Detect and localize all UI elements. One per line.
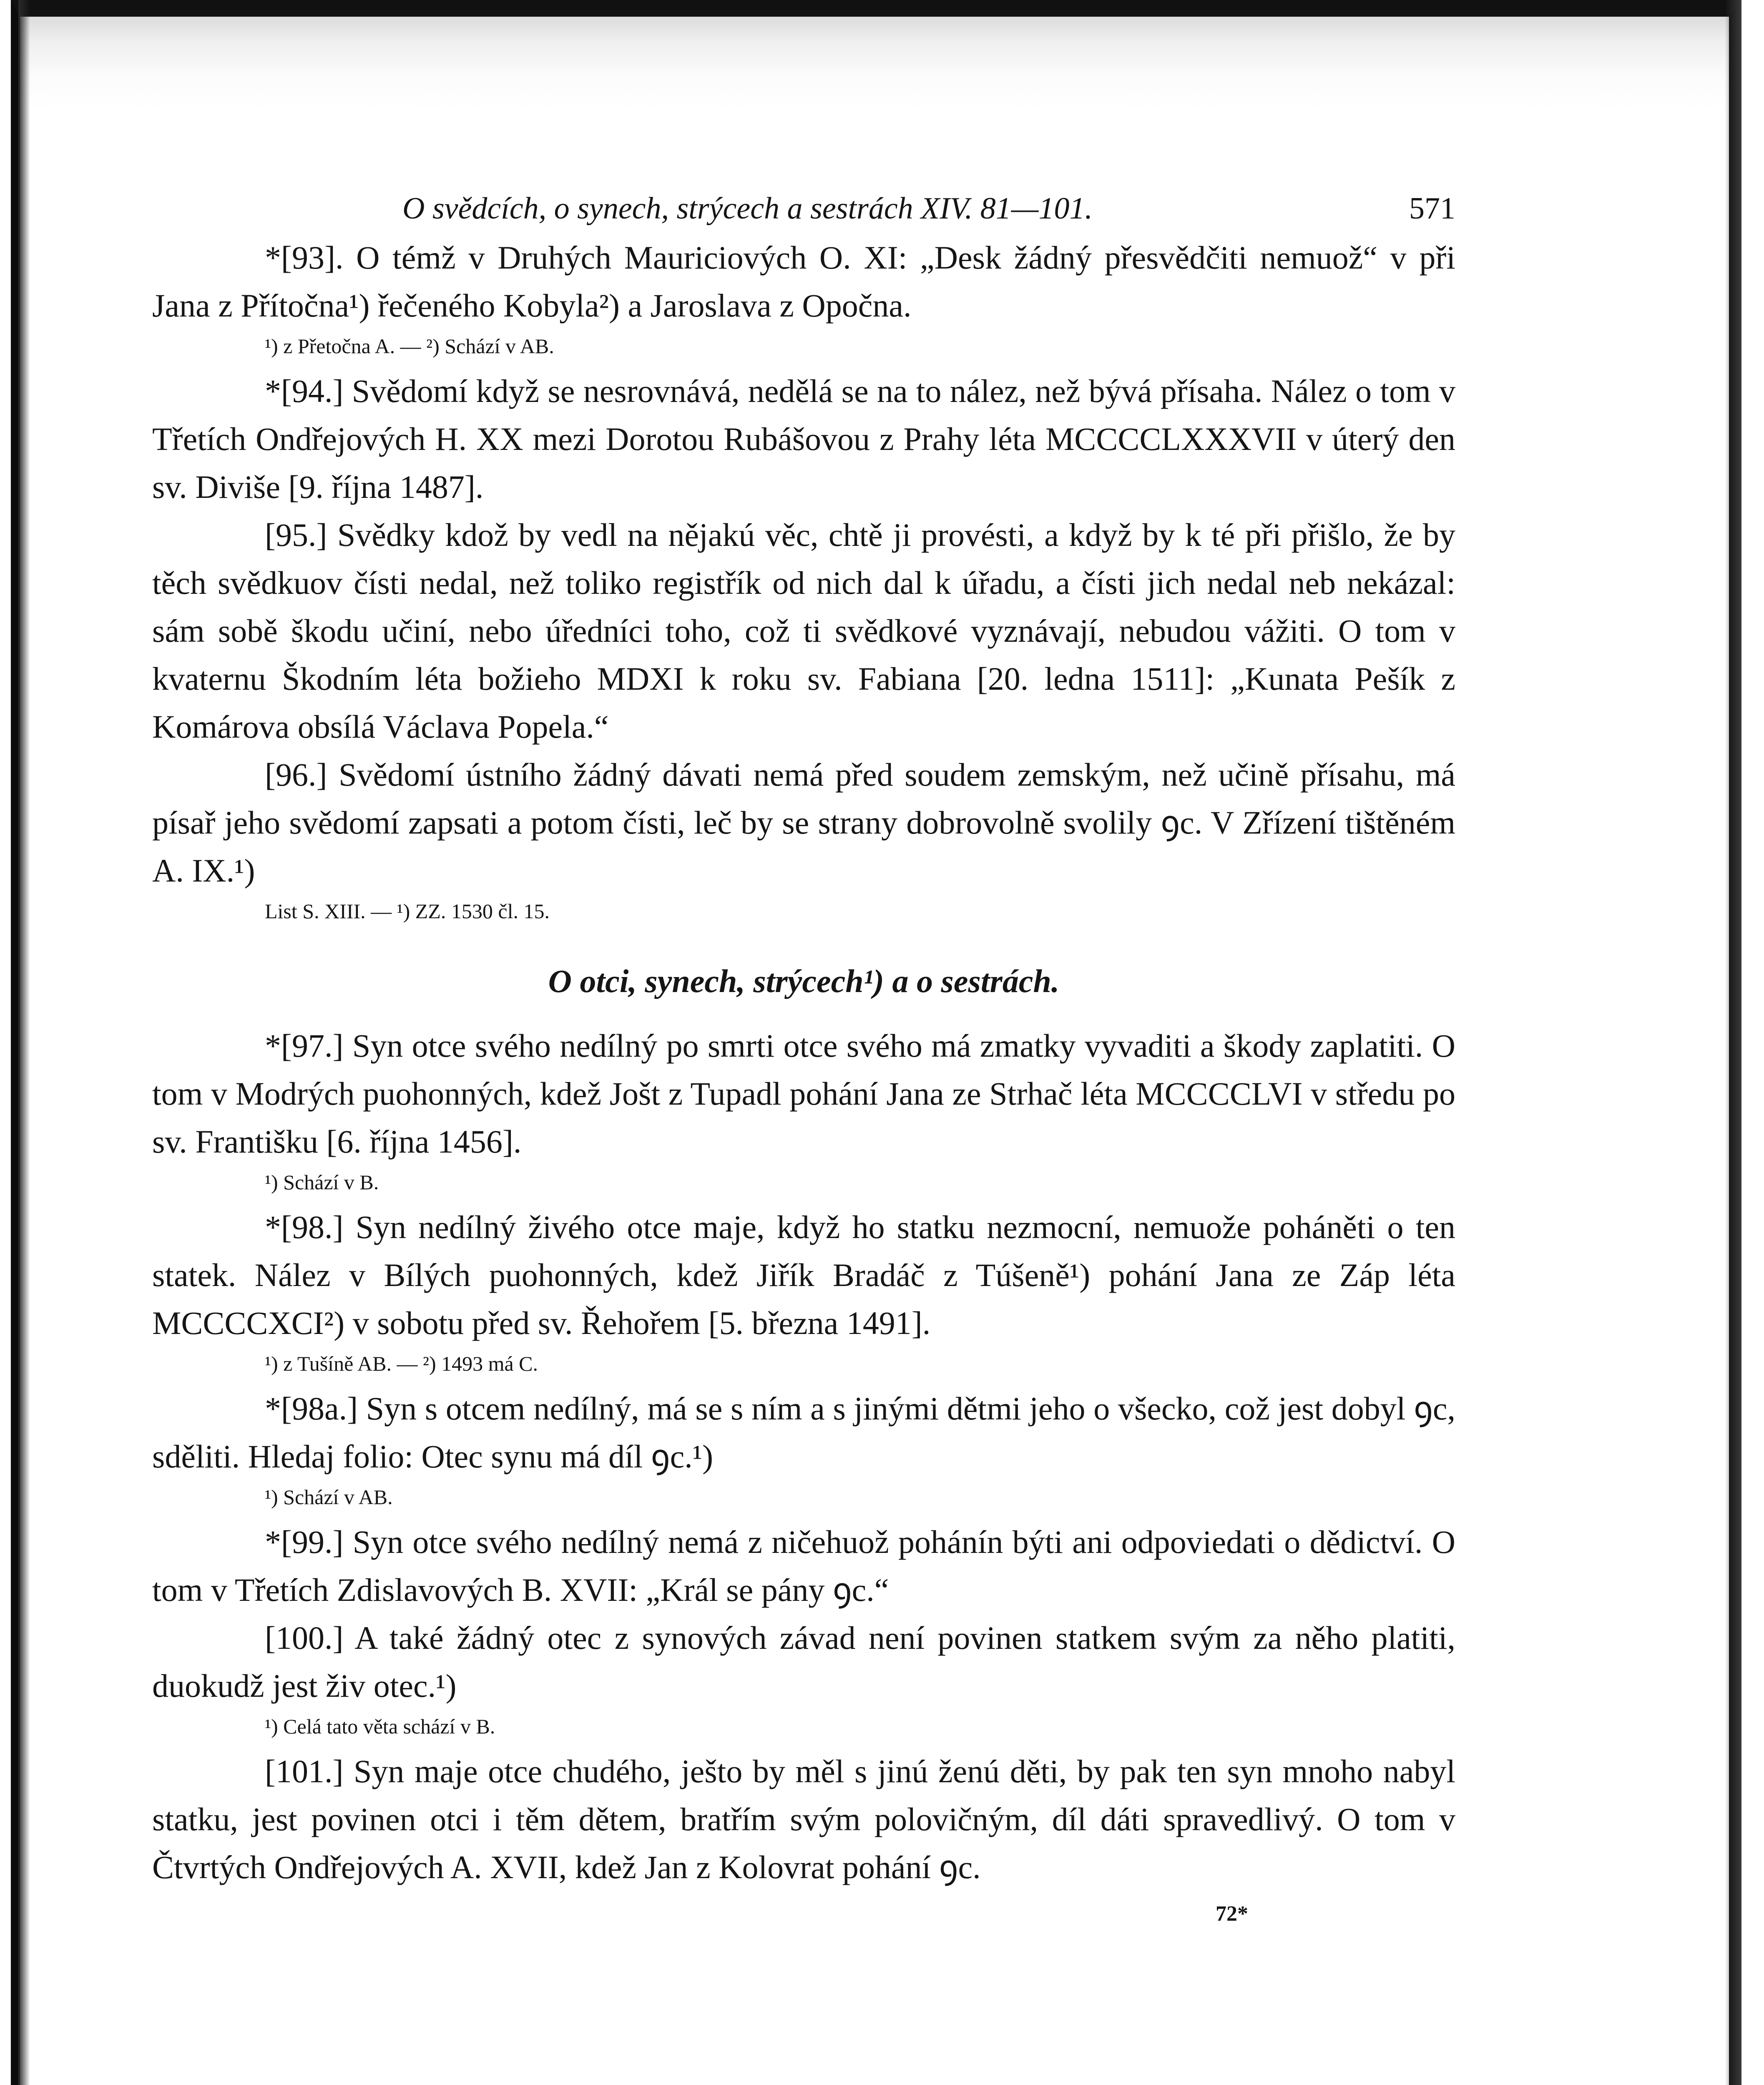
footnote-96: List S. XIII. — ¹) ZZ. 1530 čl. 15. — [265, 899, 550, 923]
scan-left-shadow — [18, 0, 30, 2085]
footnote-100: ¹) Celá tato věta schází v B. — [265, 1715, 495, 1738]
footnote-98: ¹) z Tušíně AB. — ²) 1493 má C. — [265, 1352, 538, 1375]
paragraph-101: [101.] Syn maje otce chudého, ješto by měl s jinú ženú děti, by pak ten syn mnoho nabyl statku, jest povinen otci i těm dětem, bratřím svým polovičným, díl dáti spravedlivý. O tom v Čtvrtých Ondřejových A. XVII, kdež Jan z Kolovrat pohání ꝯc. — [152, 1753, 1455, 1885]
page-number: 571 — [1409, 191, 1455, 226]
section-heading: O otci, synech, strýcech¹) a o sestrách. — [548, 963, 1060, 999]
text-block — [152, 183, 1455, 1933]
paragraph-97: *[97.] Syn otce svého nedílný po smrti otce svého má zmatky vyvaditi a škody zaplatiti. O tom v Modrých puohonných, kdež Jošt z Tupadl pohání Jana ze Strhač léta MCCCCLVI v středu po sv. Františku [6. října 1456]. — [152, 1027, 1455, 1160]
signature-mark: 72* — [1216, 1902, 1248, 1926]
scan-right-shadow — [1725, 0, 1741, 2085]
footnote-98a: ¹) Schází v AB. — [265, 1485, 393, 1509]
paragraph-98: *[98.] Syn nedílný živého otce maje, když ho statku nezmocní, nemuože poháněti o ten statek. Nález v Bílých puohonných, kdež Jiřík Bradáč z Túšeně¹) pohání Jana ze Záp léta MCCCCXCI²) v sobotu před sv. Řehořem [5. března 1491]. — [152, 1209, 1455, 1341]
paragraph-94: *[94.] Svědomí když se nesrovnává, nedělá se na to nález, než bývá přísaha. Nález o tom v Třetích Ondřejových H. XX mezi Dorotou Rubášovou z Prahy léta MCCCCLXXXVII v úterý den sv. Diviše [9. října 1487]. — [152, 373, 1455, 505]
running-title: O svědcích, o synech, strýcech a sestrách XIV. 81—101. — [402, 191, 1093, 226]
paragraph-99: *[99.] Syn otce svého nedílný nemá z ničehuož pohánín býti ani odpoviedati o dědictví. O tom v Třetích Zdislavových B. XVII: „Král se pány ꝯc.“ — [152, 1524, 1455, 1608]
paragraph-95: [95.] Svědky kdož by vedl na nějakú věc, chtě ji provésti, a když by k té při přišlo, že by těch svědkuov čísti nedal, než toliko registřík od nich dal k úřadu, a čísti jich nedal neb nekázal: sám sobě škodu učiní, nebo úředníci toho, což ti svědkové vyznávají, nebudou vážiti. O tom v kvaternu Škodním léta božieho MDXI k roku sv. Fabiana [20. ledna 1511]: „Kunata Pešík z Komárova obsílá Václava Popela.“ — [152, 517, 1455, 745]
paragraph-93: *[93]. O témž v Druhých Mauriciových O. XI: „Desk žádný přesvědčiti nemuož“ v při Jana z Přítočna¹) řečeného Kobyla²) a Jaroslava z Opočna. — [152, 239, 1455, 324]
running-head — [152, 183, 1455, 234]
footnote-93: ¹) z Přetočna A. — ²) Schází v AB. — [265, 334, 554, 358]
paragraph-100: [100.] A také žádný otec z synových závad není povinen statkem svým za něho platiti, duokudž jest živ otec.¹) — [152, 1620, 1455, 1704]
paragraph-98a: *[98a.] Syn s otcem nedílný, má se s ním a s jinými dětmi jeho o všecko, což jest dobyl ꝯc, sděliti. Hledaj folio: Otec synu má díl ꝯc.¹) — [152, 1390, 1455, 1475]
paragraph-96: [96.] Svědomí ústního žádný dávati nemá před soudem zemským, než učině přísahu, má písař jeho svědomí zapsati a potom čísti, leč by se strany dobrovolně svolily ꝯc. V Zřízení tištěném A. IX.¹) — [152, 756, 1455, 889]
signature-mark-row — [152, 1895, 1455, 1933]
footnote-97: ¹) Schází v B. — [265, 1171, 379, 1194]
